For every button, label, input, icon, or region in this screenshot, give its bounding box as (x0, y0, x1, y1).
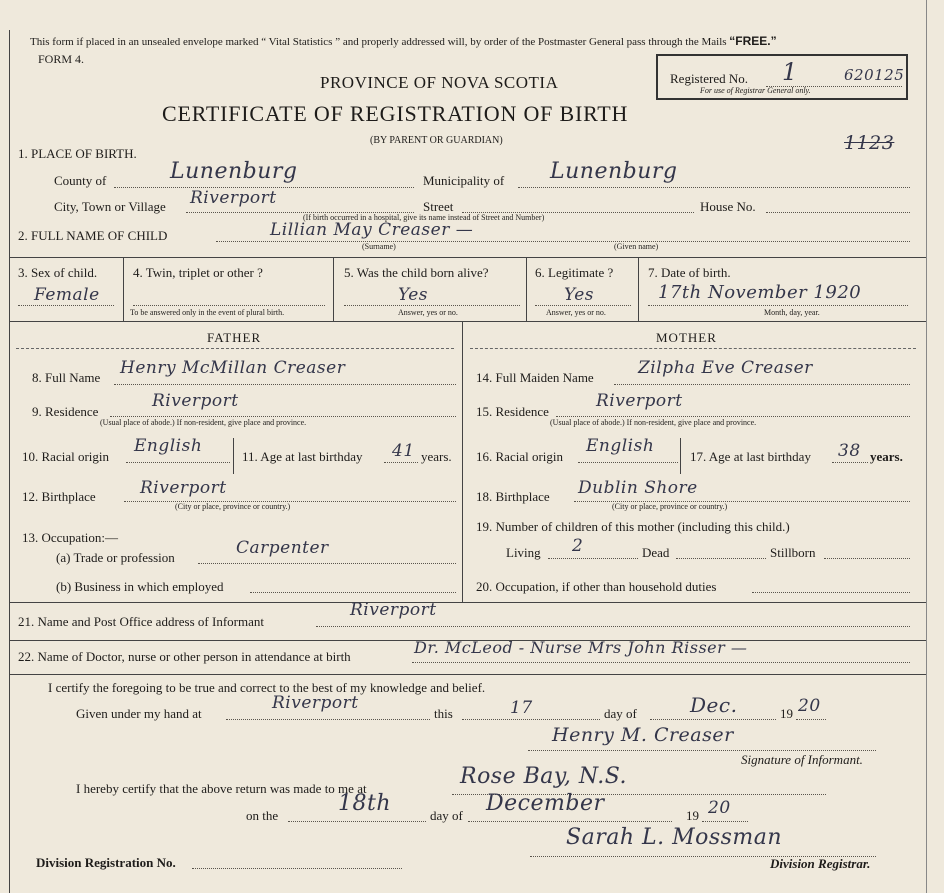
twin-line (133, 305, 325, 306)
registrar-statement: I hereby certify that the above return was made to me at (76, 781, 367, 796)
mail-notice-free: “FREE.” (729, 34, 777, 48)
dob-line (648, 305, 908, 306)
father-trade-label: (a) Trade or profession (56, 550, 175, 565)
child-name-label: 2. FULL NAME OF CHILD (18, 228, 168, 243)
informant-signature-label: Signature of Informant. (741, 752, 863, 767)
father-residence-value: Riverport (152, 391, 239, 411)
registrar-year-line (702, 821, 748, 822)
doctor-value: Dr. McLeod - Nurse Mrs John Risser — (414, 638, 748, 657)
father-heading: FATHER (207, 330, 262, 345)
father-race-divider (233, 438, 234, 474)
mother-occupation-label: 20. Occupation, if other than household duties (476, 579, 717, 594)
registered-note: For use of Registrar General only. (700, 86, 811, 95)
mother-name-label: 14. Full Maiden Name (476, 370, 594, 385)
father-age-label: 11. Age at last birthday (242, 449, 363, 464)
child-name-value: Lillian May Creaser — (270, 220, 474, 240)
place-of-birth-heading: 1. PLACE OF BIRTH. (18, 146, 137, 161)
father-name-label: 8. Full Name (32, 370, 101, 385)
father-race-value: English (134, 436, 203, 456)
municipality-line (518, 187, 910, 188)
father-residence-label: 9. Residence (32, 404, 99, 419)
father-residence-line (110, 416, 456, 417)
this-day-value: 17 (510, 698, 533, 718)
division-registration-label: Division Registration No. (36, 855, 176, 870)
mother-living-label: Living (506, 545, 541, 560)
given-month-line (650, 719, 776, 720)
legitimate-value: Yes (564, 285, 595, 305)
mother-birthplace-note: (City or place, province or country.) (612, 502, 728, 511)
mother-race-divider (680, 438, 681, 474)
mother-stillborn-label: Stillborn (770, 545, 816, 560)
given-name-note: (Given name) (614, 242, 659, 251)
informant-label: 21. Name and Post Office address of Informant (18, 614, 264, 629)
form-number: FORM 4. (38, 52, 85, 66)
mother-heading: MOTHER (656, 330, 717, 345)
legitimate-note: Answer, yes or no. (546, 308, 606, 317)
county-value: Lunenburg (170, 159, 298, 184)
municipality-label: Municipality of (423, 173, 505, 188)
given-day-of-label: day of (604, 706, 637, 721)
parents-bottom-border (9, 602, 926, 603)
informant-signature-line (528, 750, 876, 751)
mother-residence-label: 15. Residence (476, 404, 549, 419)
given-year-line (796, 719, 826, 720)
father-age-line (384, 462, 418, 463)
mother-race-value: English (586, 436, 655, 456)
city-label: City, Town or Village (54, 199, 166, 214)
given-year-value: 20 (798, 696, 821, 716)
father-business-line (250, 592, 456, 593)
mother-children-label: 19. Number of children of this mother (including this child.) (476, 519, 790, 534)
informant-value: Riverport (350, 600, 437, 620)
given-place-line (226, 719, 430, 720)
given-year-prefix: 19 (780, 706, 793, 721)
street-label: Street (423, 199, 454, 214)
father-age-value: 41 (392, 441, 415, 461)
mother-heading-rule (470, 348, 916, 349)
given-place-value: Riverport (272, 693, 359, 713)
sex-line (18, 305, 114, 306)
this-label: this (434, 706, 453, 721)
father-birthplace-value: Riverport (140, 478, 227, 498)
given-label: Given under my hand at (76, 706, 202, 721)
mother-race-label: 16. Racial origin (476, 449, 564, 464)
parents-divider (462, 321, 463, 602)
mother-dead-line (676, 558, 766, 559)
alive-line (344, 305, 520, 306)
municipality-value: Lunenburg (550, 159, 678, 184)
mother-living-line (548, 558, 638, 559)
registrar-on-the-label: on the (246, 808, 279, 823)
registrar-signature-label: Division Registrar. (770, 856, 871, 871)
twin-note: To be answered only in the event of plural birth. (130, 308, 285, 317)
county-label: County of (54, 173, 107, 188)
corner-number: 1123 (844, 132, 895, 154)
right-fold-line (926, 0, 927, 893)
registrar-month-value: December (486, 791, 605, 816)
father-trade-value: Carpenter (236, 538, 329, 558)
father-business-label: (b) Business in which employed (56, 579, 224, 594)
father-race-line (126, 462, 230, 463)
mother-dead-label: Dead (642, 545, 670, 560)
legitimate-label: 6. Legitimate ? (535, 265, 614, 280)
registrar-year-prefix: 19 (686, 808, 699, 823)
city-value: Riverport (190, 188, 277, 208)
registered-box (656, 54, 908, 100)
registered-value: 1 (782, 58, 798, 86)
row3-divider-2 (333, 257, 334, 321)
twin-label: 4. Twin, triplet or other ? (133, 265, 263, 280)
father-race-label: 10. Racial origin (22, 449, 110, 464)
father-trade-line (198, 563, 456, 564)
legitimate-line (535, 305, 631, 306)
registrar-place-value: Rose Bay, N.S. (460, 764, 628, 789)
father-birthplace-label: 12. Birthplace (22, 489, 96, 504)
registered-label: Registered No. (670, 71, 748, 86)
registrar-day-value: 18th (338, 791, 392, 816)
mother-living-value: 2 (572, 536, 584, 556)
mother-years-label: years. (870, 449, 903, 464)
mother-stillborn-line (824, 558, 910, 559)
registered-stamp: 620125 (844, 66, 905, 84)
father-occupation-label: 13. Occupation:— (22, 530, 119, 545)
row3-divider-1 (123, 257, 124, 321)
mother-age-line (832, 462, 868, 463)
province-heading: PROVINCE OF NOVA SCOTIA (320, 73, 559, 92)
alive-value: Yes (398, 285, 429, 305)
doctor-line (412, 662, 910, 663)
row3-divider-3 (526, 257, 527, 321)
dob-note: Month, day, year. (764, 308, 820, 317)
child-name-line (216, 241, 910, 242)
row3-divider-4 (638, 257, 639, 321)
dob-value: 17th November 1920 (658, 282, 862, 303)
father-birthplace-note: (City or place, province or country.) (175, 502, 291, 511)
registrar-year-value: 20 (708, 798, 731, 818)
mother-occupation-line (752, 592, 910, 593)
dob-label: 7. Date of birth. (648, 265, 731, 280)
this-day-line (462, 719, 600, 720)
mother-birthplace-label: 18. Birthplace (476, 489, 550, 504)
row3-bottom-border (9, 321, 926, 322)
certificate-subtitle: (BY PARENT OR GUARDIAN) (370, 135, 503, 146)
informant-signature: Henry M. Creaser (552, 724, 734, 746)
mother-residence-line (556, 416, 910, 417)
father-heading-rule (16, 348, 454, 349)
given-month-value: Dec. (690, 693, 738, 717)
hospital-note: (If birth occurred in a hospital, give its name instead of Street and Number) (303, 213, 545, 222)
row3-top-border (9, 257, 926, 258)
father-name-line (114, 384, 456, 385)
mother-birthplace-value: Dublin Shore (578, 478, 698, 498)
house-line (766, 212, 910, 213)
certificate-title: CERTIFICATE OF REGISTRATION OF BIRTH (162, 101, 629, 126)
sex-label: 3. Sex of child. (18, 265, 98, 280)
alive-label: 5. Was the child born alive? (344, 265, 489, 280)
mother-name-line (614, 384, 910, 385)
left-margin-line (9, 30, 10, 893)
registrar-signature: Sarah L. Mossman (566, 825, 783, 850)
mother-residence-value: Riverport (596, 391, 683, 411)
mother-residence-note: (Usual place of abode.) If non-resident, give place and province. (550, 418, 757, 427)
father-residence-note: (Usual place of abode.) If non-resident, give place and province. (100, 418, 307, 427)
surname-note: (Surname) (362, 242, 396, 251)
alive-note: Answer, yes or no. (398, 308, 458, 317)
informant-line (316, 626, 910, 627)
house-label: House No. (700, 199, 756, 214)
father-name-value: Henry McMillan Creaser (120, 358, 346, 378)
registrar-day-of-label: day of (430, 808, 463, 823)
division-registration-line (192, 868, 402, 869)
mother-age-label: 17. Age at last birthday (690, 449, 811, 464)
father-years-label: years. (421, 449, 452, 464)
mother-age-value: 38 (838, 441, 861, 461)
mail-notice: This form if placed in an unsealed envelope marked “ Vital Statistics ” and properly addressed will, by order of the Postmaster General pass through the Mails “FREE.” (30, 34, 777, 48)
doctor-label: 22. Name of Doctor, nurse or other person in attendance at birth (18, 649, 351, 664)
sex-value: Female (34, 285, 100, 305)
registrar-month-line (468, 821, 672, 822)
father-birthplace-line (124, 501, 456, 502)
registrar-day-line (288, 821, 426, 822)
mother-race-line (578, 462, 678, 463)
doctor-bottom-border (9, 674, 926, 675)
mother-name-value: Zilpha Eve Creaser (638, 358, 813, 378)
certify-statement: I certify the foregoing to be true and correct to the best of my knowledge and belief. (48, 680, 486, 695)
